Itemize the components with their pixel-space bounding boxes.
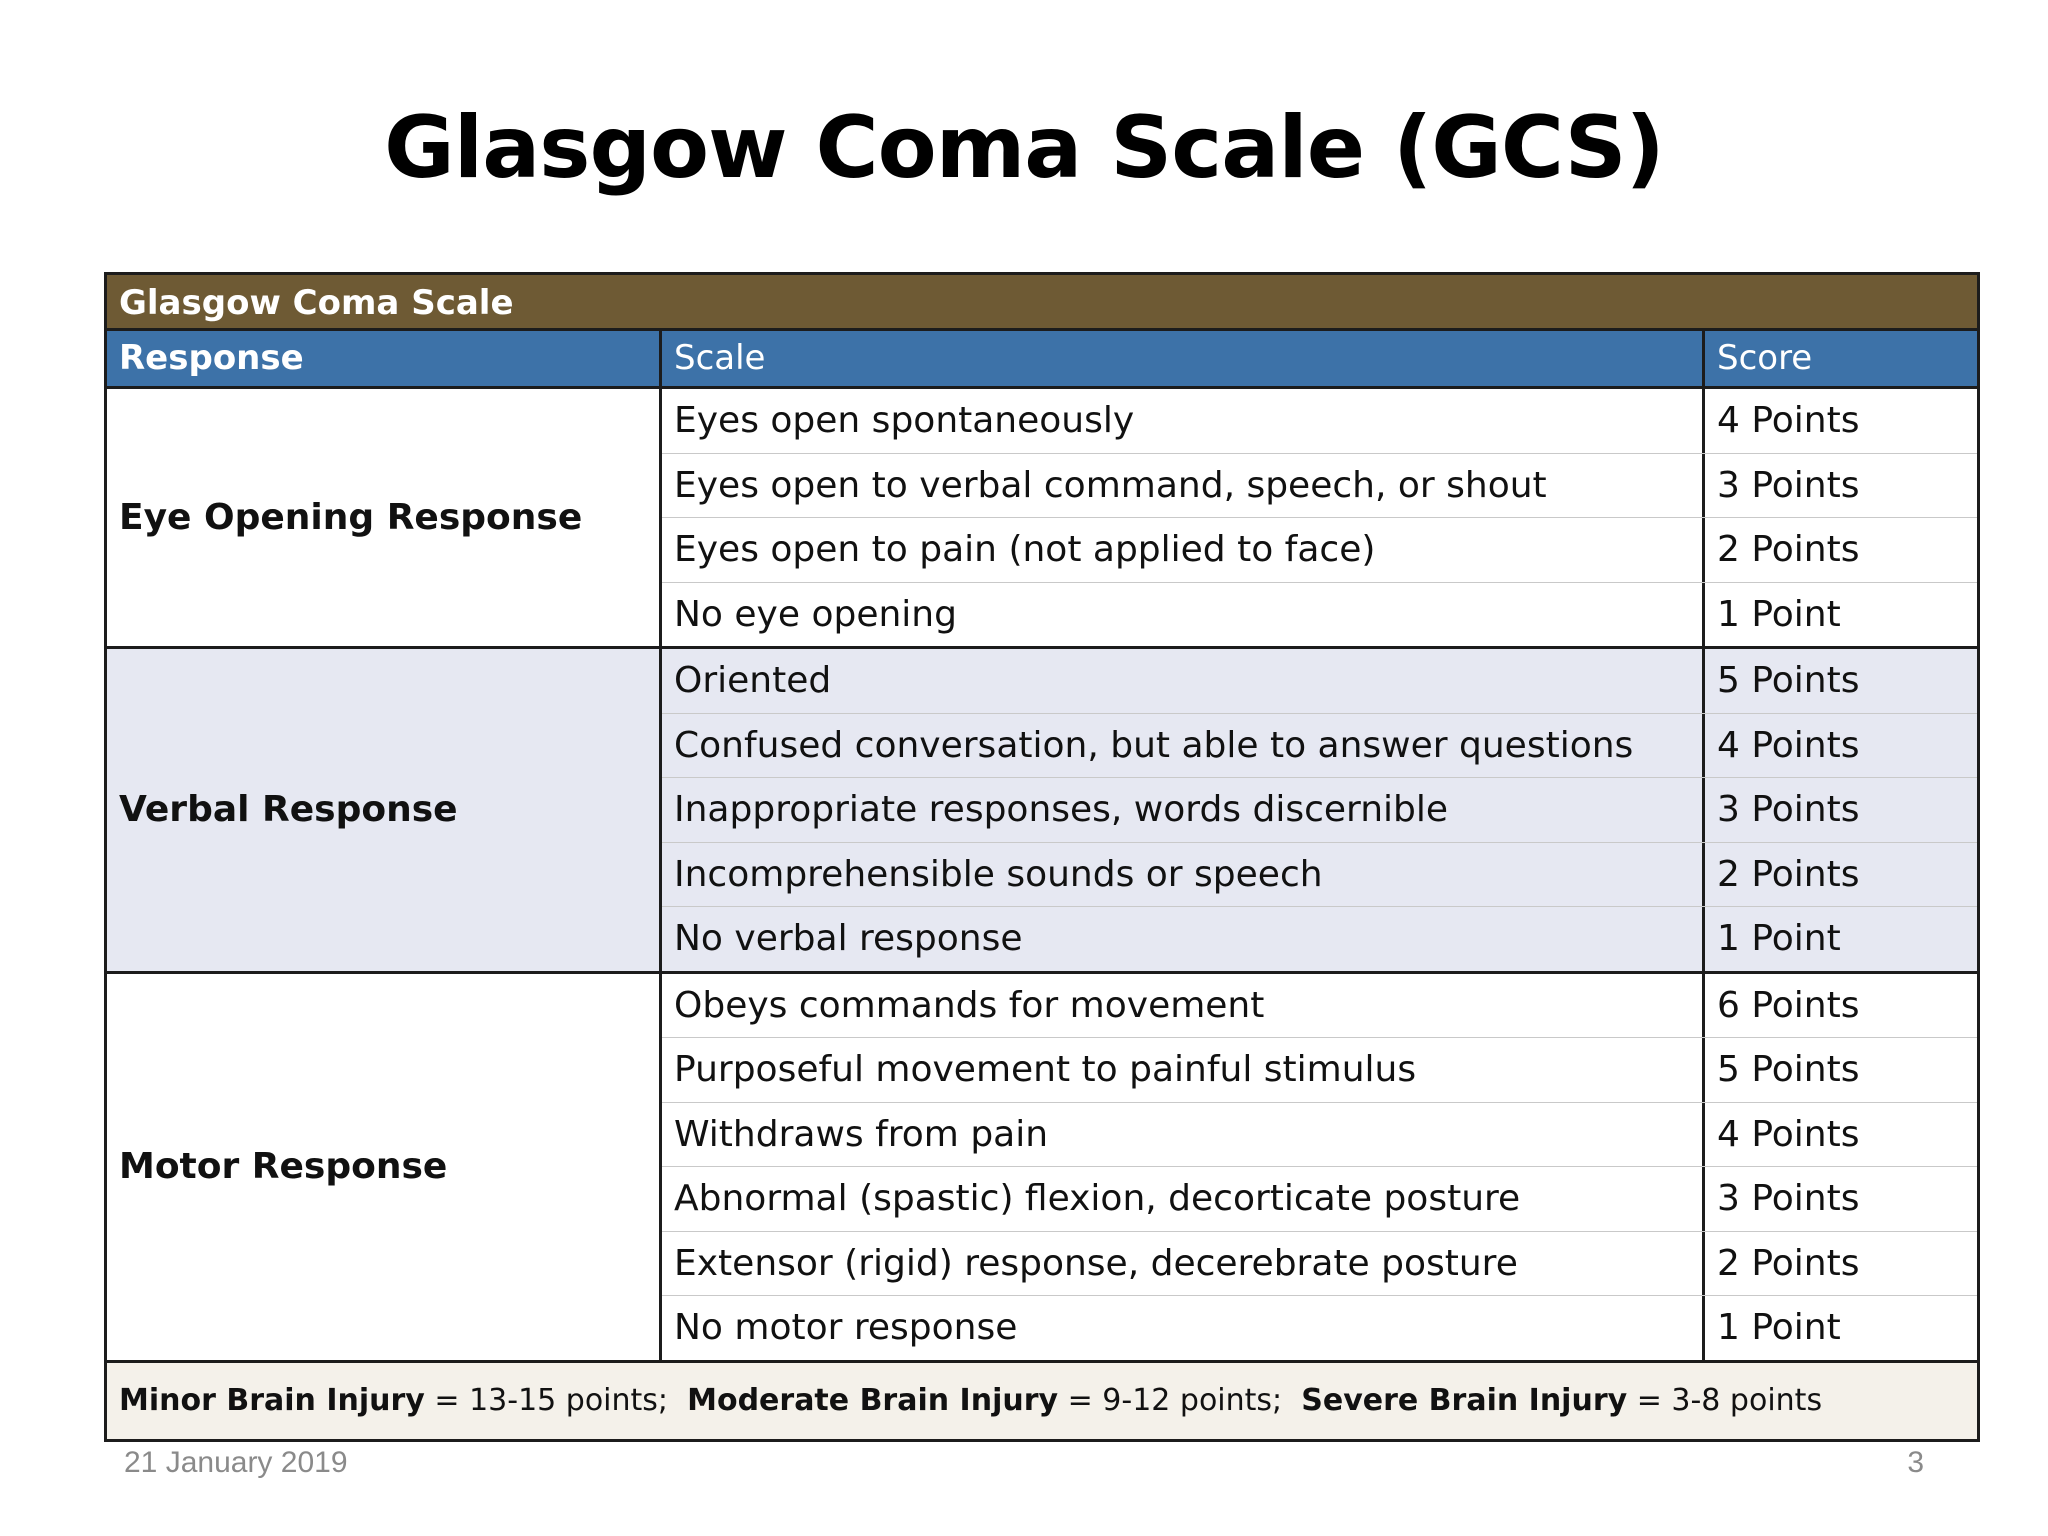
table-row: [662, 974, 1977, 1038]
scale-cell: Inappropriate responses, words discernible: [662, 778, 1705, 842]
moderate-injury-label: Moderate Brain Injury: [687, 1382, 1059, 1418]
score-cell: 3 Points: [1717, 1178, 1860, 1219]
scale-cell: Eyes open spontaneously: [662, 389, 1705, 453]
score-cell: 2 Points: [1717, 853, 1860, 895]
moderate-injury-range: = 9-12 points;: [1058, 1382, 1283, 1418]
slide-number: 3: [1907, 1446, 1924, 1479]
table-header-row: [107, 331, 1977, 389]
group-rows: [662, 389, 1977, 646]
gcs-table: [104, 272, 1980, 1442]
scale-cell: Confused conversation, but able to answer questions: [662, 714, 1705, 778]
scale-cell: No verbal response: [662, 907, 1705, 971]
table-row: [662, 1037, 1977, 1102]
table-row: [662, 582, 1977, 647]
scale-cell: No eye opening: [662, 583, 1705, 647]
group-label-verbal: Verbal Response: [107, 649, 662, 971]
score-cell: 4 Points: [1717, 400, 1860, 441]
minor-injury-label: Minor Brain Injury: [119, 1382, 425, 1418]
group-eye-opening: [107, 389, 1977, 649]
group-rows: [662, 649, 1977, 971]
score-cell: 3 Points: [1717, 789, 1860, 830]
slide-title: Glasgow Coma Scale (GCS): [384, 98, 1664, 198]
table-row: [662, 1231, 1977, 1296]
score-cell: 1 Point: [1717, 918, 1841, 959]
severe-injury-label: Severe Brain Injury: [1301, 1382, 1628, 1418]
table-row: [662, 842, 1977, 907]
score-cell: 3 Points: [1717, 464, 1860, 506]
scale-cell: Oriented: [662, 649, 1705, 713]
scale-cell: Withdraws from pain: [662, 1103, 1705, 1167]
score-cell: 4 Points: [1717, 724, 1860, 766]
table-row: [662, 453, 1977, 518]
table-row: [662, 777, 1977, 842]
table-row: [662, 1166, 1977, 1231]
group-rows: [662, 974, 1977, 1360]
score-cell: 5 Points: [1717, 1049, 1860, 1090]
score-cell: 2 Points: [1717, 1242, 1860, 1284]
scale-cell: No motor response: [662, 1296, 1705, 1360]
scale-cell: Purposeful movement to painful stimulus: [662, 1038, 1705, 1102]
severity-footnote: [107, 1363, 1977, 1439]
scale-cell: Incomprehensible sounds or speech: [662, 843, 1705, 907]
group-label-eye-opening: Eye Opening Response: [107, 389, 662, 646]
scale-cell: Abnormal (spastic) flexion, decorticate posture: [662, 1167, 1705, 1231]
scale-cell: Extensor (rigid) response, decerebrate posture: [662, 1232, 1705, 1296]
table-row: [662, 713, 1977, 778]
table-row: [662, 1102, 1977, 1167]
scale-cell: Obeys commands for movement: [662, 974, 1705, 1038]
score-cell: 4 Points: [1717, 1113, 1860, 1155]
severe-injury-range: = 3-8 points: [1627, 1382, 1823, 1418]
score-cell: 1 Point: [1717, 1307, 1841, 1348]
table-row: [662, 649, 1977, 713]
table-row: [662, 517, 1977, 582]
scale-cell: Eyes open to verbal command, speech, or shout: [662, 454, 1705, 518]
group-label-motor: Motor Response: [107, 974, 662, 1360]
minor-injury-range: = 13-15 points;: [424, 1382, 669, 1418]
slide-date: 21 January 2019: [124, 1446, 348, 1479]
table-banner: Glasgow Coma Scale: [107, 275, 1977, 331]
score-cell: 5 Points: [1717, 660, 1860, 701]
score-cell: 2 Points: [1717, 529, 1860, 570]
group-verbal: [107, 649, 1977, 974]
score-cell: 1 Point: [1717, 593, 1841, 635]
group-motor: [107, 974, 1977, 1363]
table-row: [662, 906, 1977, 971]
header-scale: Scale: [662, 331, 1705, 386]
header-response: Response: [107, 331, 662, 386]
table-row: [662, 389, 1977, 453]
scale-cell: Eyes open to pain (not applied to face): [662, 518, 1705, 582]
score-cell: 6 Points: [1717, 984, 1860, 1026]
table-row: [662, 1295, 1977, 1360]
header-score: Score: [1717, 338, 1813, 378]
